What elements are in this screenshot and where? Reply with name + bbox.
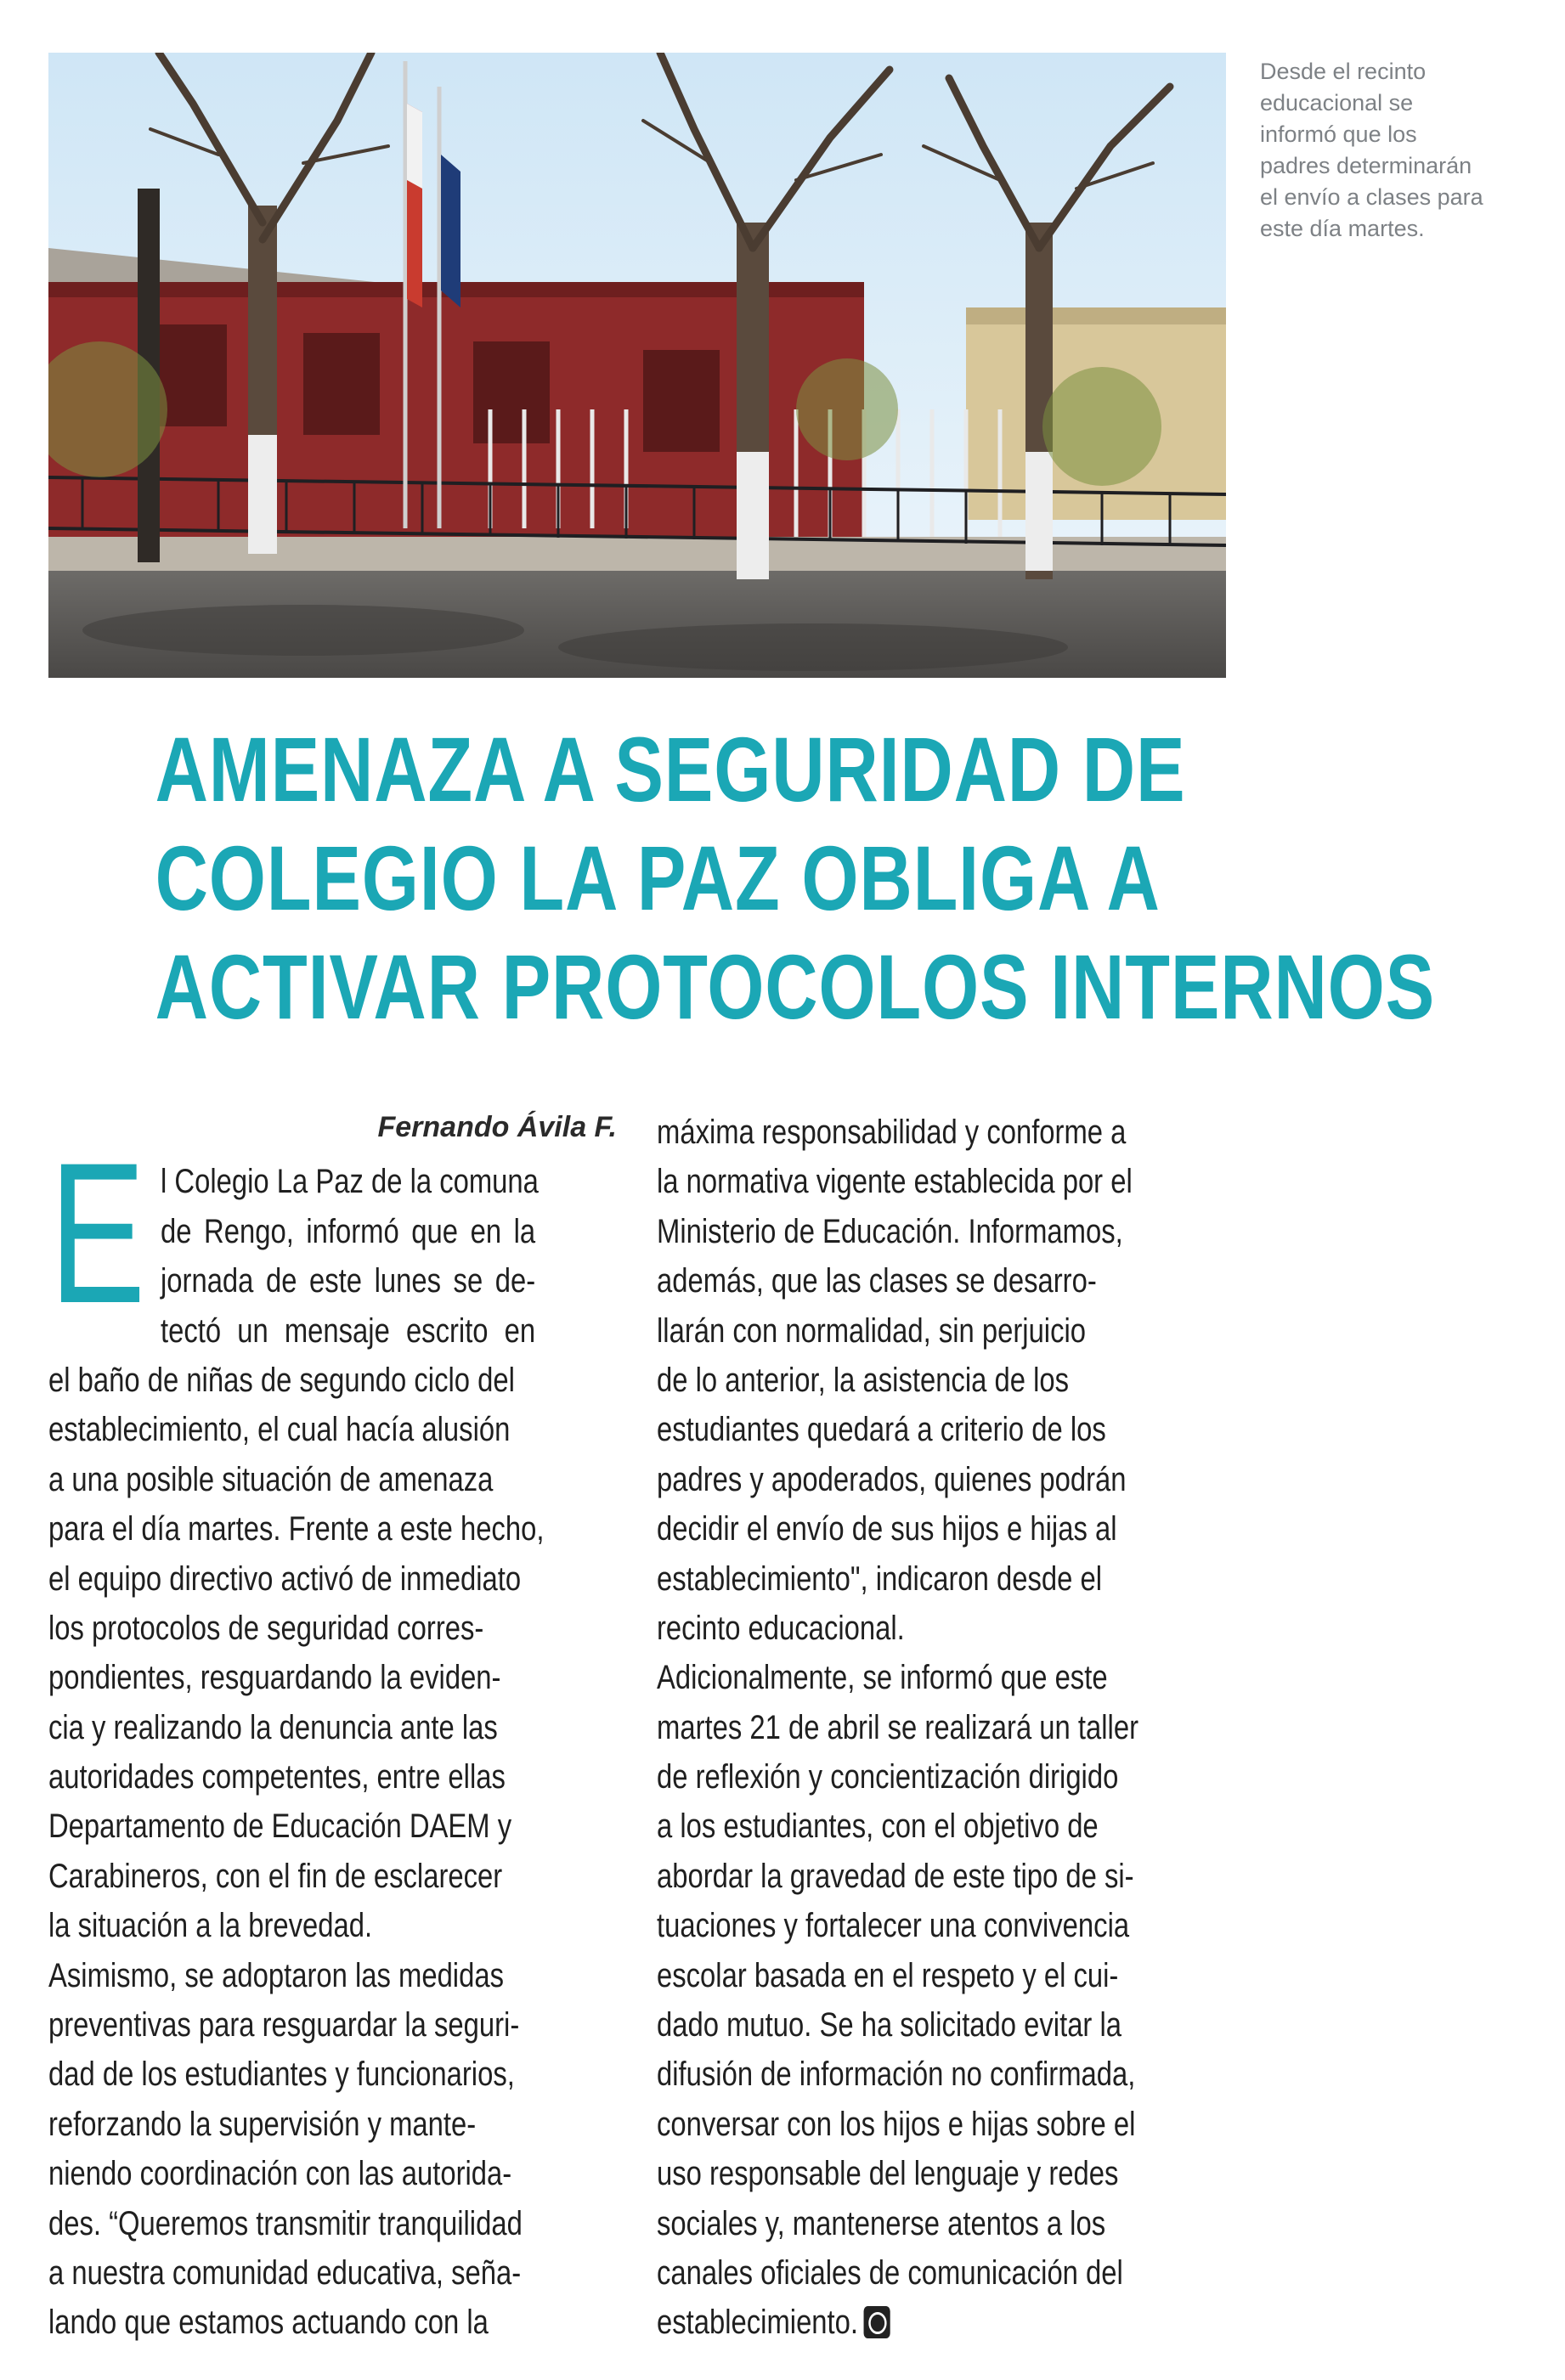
text-line: niendo coordinación con las autorida- (48, 2155, 512, 2193)
text-line: además, que las clases se desarro- (657, 1262, 1097, 1300)
school-photo-illustration (48, 53, 1226, 678)
text-line: des. “Queremos transmitir tranquilidad (48, 2204, 523, 2242)
publication-logo-icon (864, 2306, 890, 2338)
text-line: abordar la gravedad de este tipo de si- (657, 1857, 1134, 1895)
text-line: llarán con normalidad, sin perjuicio (657, 1311, 1087, 1350)
text-line: martes 21 de abril se realizará un taller (657, 1708, 1138, 1746)
text-line: decidir el envío de sus hijos e hijas al (657, 1510, 1117, 1548)
text-line: de Rengo, informó que en la (161, 1212, 536, 1250)
text-line: conversar con los hijos e hijas sobre el (657, 2105, 1136, 2143)
text-line: Departamento de Educación DAEM y (48, 1808, 512, 1846)
article-column-right (657, 1108, 1231, 2348)
text-line: de lo anterior, la asistencia de los (657, 1361, 1070, 1399)
text-line: uso responsable del lenguaje y redes (657, 2155, 1119, 2193)
text-line: la situación a la brevedad. (48, 1907, 373, 1945)
text-line: Asimismo, se adoptaron las medidas (48, 1956, 504, 1994)
text-line: para el día martes. Frente a este hecho, (48, 1510, 545, 1548)
text-line: l Colegio La Paz de la comuna (161, 1163, 539, 1201)
text-line: padres y apoderados, quienes podrán (657, 1460, 1127, 1498)
text-line: Carabineros, con el fin de esclarecer (48, 1857, 503, 1895)
headline-line: COLEGIO LA PAZ OBLIGA A (155, 826, 1161, 929)
text-line: dado mutuo. Se ha solicitado evitar la (657, 2006, 1122, 2044)
text-line: difusión de información no confirmada, (657, 2056, 1136, 2094)
text-line: máxima responsabilidad y conforme a (657, 1114, 1127, 1151)
text-line: los protocolos de seguridad corres- (48, 1609, 484, 1647)
headline-line: ACTIVAR PROTOCOLOS INTERNOS (155, 935, 1436, 1038)
text-line: cia y realizando la denuncia ante las (48, 1708, 498, 1746)
text-line: a nuestra comunidad educativa, seña- (48, 2253, 522, 2292)
text-line: preventivas para resguardar la seguri- (48, 2006, 520, 2044)
text-line: establecimiento. (657, 2304, 859, 2342)
text-line: tectó un mensaje escrito en (161, 1311, 536, 1350)
photo-caption: Desde el recinto educacional se informó que los padres determinarán el envío a clases para este día martes. (1260, 59, 1483, 241)
text-line: dad de los estudiantes y funcionarios, (48, 2056, 515, 2094)
headline-line: AMENAZA A SEGURIDAD DE (155, 718, 1186, 821)
text-line: sociales y, mantenerse atentos a los (657, 2204, 1106, 2242)
text-line: tuaciones y fortalecer una convivencia (657, 1907, 1130, 1945)
text-line: pondientes, resguardando la eviden- (48, 1659, 501, 1697)
text-line: de reflexión y concientización dirigido (657, 1758, 1119, 1796)
headline (155, 715, 1436, 1041)
text-line-last (657, 2298, 1127, 2347)
article-photo (48, 53, 1226, 678)
text-line: canales oficiales de comunicación del (657, 2253, 1123, 2292)
text-line: a los estudiantes, con el objetivo de (657, 1808, 1099, 1846)
text-line: el baño de niñas de segundo ciclo del (48, 1361, 515, 1399)
author-byline: Fernando Ávila F. (377, 1111, 617, 1143)
text-line: recinto educacional. (657, 1609, 905, 1647)
text-line: el equipo directivo activó de inmediato (48, 1559, 522, 1598)
text-line: Adicionalmente, se informó que este (657, 1659, 1108, 1697)
drop-cap: E (49, 1121, 146, 1345)
text-line: escolar basada en el respeto y el cui- (657, 1956, 1119, 1994)
article-column-left (48, 1108, 618, 2348)
text-line: jornada de este lunes se de- (161, 1262, 536, 1300)
text-line: reforzando la supervisión y mante- (48, 2105, 477, 2143)
text-line: Ministerio de Educación. Informamos, (657, 1212, 1123, 1250)
text-line: la normativa vigente establecida por el (657, 1163, 1133, 1201)
text-line: lando que estamos actuando con la (48, 2304, 489, 2342)
text-line: autoridades competentes, entre ellas (48, 1758, 506, 1796)
text-line: establecimiento, el cual hacía alusión (48, 1411, 511, 1449)
text-line: a una posible situación de amenaza (48, 1460, 494, 1498)
text-line: establecimiento", indicaron desde el (657, 1559, 1103, 1598)
text-line: estudiantes quedará a criterio de los (657, 1411, 1106, 1449)
